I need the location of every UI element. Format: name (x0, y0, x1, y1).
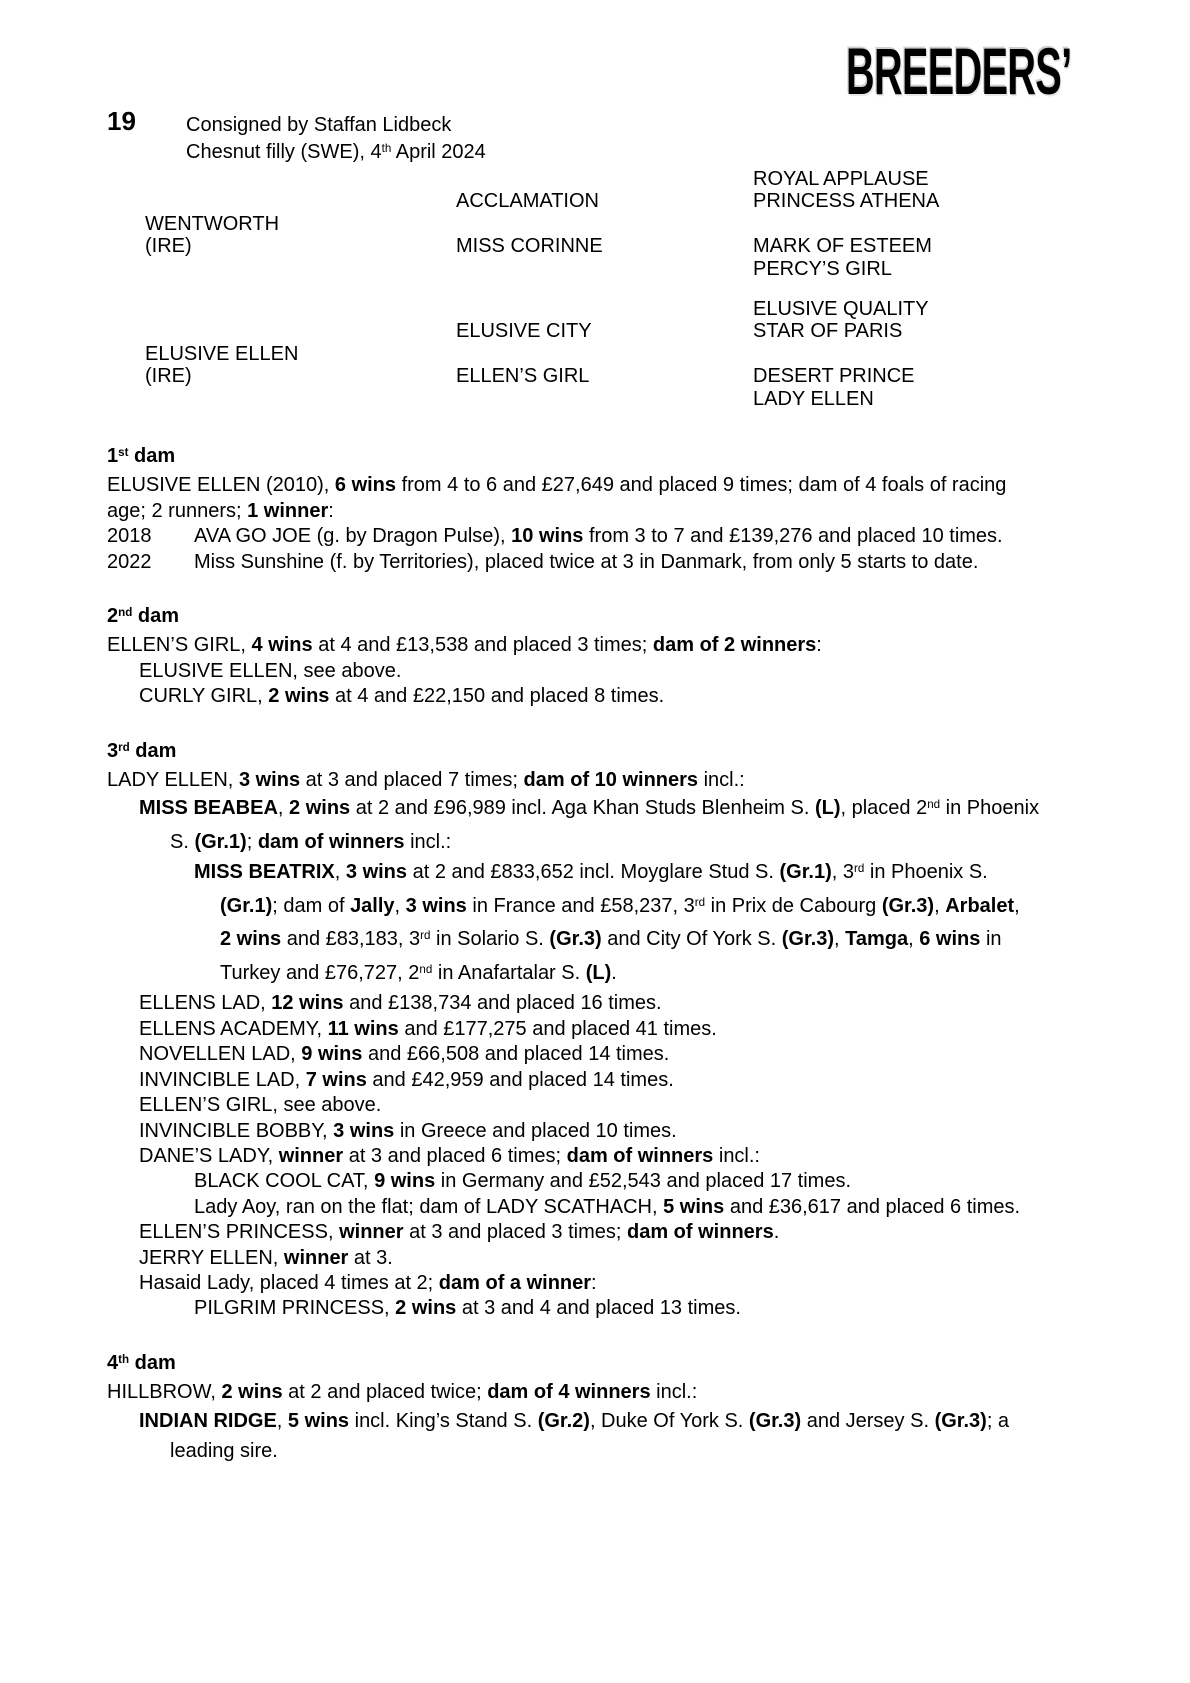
catalog-paragraph (107, 1119, 1117, 1144)
emphasis-text: dam of winners (627, 1221, 774, 1244)
pedigree-cell: PRINCESS ATHENA (753, 190, 940, 213)
catalog-line (107, 1068, 1117, 1093)
pedigree-cell (456, 388, 753, 410)
text: DANE’S LADY, (139, 1144, 279, 1167)
emphasis-text: dam of winners (257, 830, 405, 853)
text: ELUSIVE ELLEN (2010), (107, 474, 335, 497)
emphasis-text: 7 wins (305, 1068, 367, 1091)
text: , (834, 928, 846, 951)
pedigree-cell (145, 190, 456, 212)
emphasis-text: (Gr.3) (881, 894, 935, 917)
pedigree-row (145, 213, 1105, 235)
catalog-line (107, 1017, 1117, 1042)
emphasis-text: 5 wins (663, 1195, 725, 1218)
emphasis-text: 3 wins (238, 769, 301, 792)
catalog-paragraph (107, 1406, 1117, 1467)
text: S. (170, 830, 195, 853)
pedigree-cell: ACCLAMATION (456, 190, 599, 213)
catalog-line (107, 633, 1117, 658)
text: rd (854, 862, 865, 876)
catalog-line (107, 1380, 1117, 1405)
emphasis-text: 2 wins (221, 1381, 283, 1404)
pedigree-cell: (IRE) (145, 365, 192, 388)
text: ; a (986, 1409, 1010, 1432)
text: Chesnut filly (SWE), 4 (186, 141, 382, 163)
emphasis-text: winner (283, 1246, 349, 1269)
catalog-paragraph (107, 1380, 1117, 1405)
catalog-line (107, 768, 1117, 793)
catalog-line (107, 793, 1117, 827)
catalog-paragraph (107, 524, 1117, 549)
text: and £177,275 and placed 41 times. (398, 1017, 717, 1040)
emphasis-text: dam of winners (566, 1144, 714, 1167)
pedigree-row (145, 235, 1105, 257)
catalog-body (107, 444, 1117, 1467)
pedigree-row (145, 258, 1105, 280)
dam-section (107, 739, 1117, 1322)
catalog-line (107, 659, 1117, 684)
pedigree-cell: ELUSIVE CITY (456, 320, 592, 343)
emphasis-text: (Gr.2) (537, 1409, 590, 1432)
dam-section (107, 604, 1117, 710)
emphasis-text: 1 (107, 445, 119, 467)
emphasis-text: 6 wins (334, 474, 397, 497)
text: Miss Sunshine (f. by Territories), placed twice at 3 in Danmark, from only 5 starts to date. (194, 550, 979, 573)
catalog-paragraph (107, 1220, 1117, 1245)
emphasis-text: 2 wins (220, 928, 282, 951)
text: in Prix de Cabourg (705, 894, 882, 917)
emphasis-text: dam of 10 winners (523, 769, 699, 792)
text: ELLEN’S GIRL, see above. (139, 1094, 382, 1117)
text: . (773, 1221, 780, 1244)
emphasis-text: Tamga (845, 928, 909, 951)
text: nd (927, 798, 941, 812)
emphasis-text: 12 wins (271, 992, 344, 1015)
text: , (934, 894, 946, 917)
breeders-logo: BREEDERS’ (846, 34, 1072, 108)
catalog-line (107, 1271, 1117, 1296)
text: PILGRIM PRINCESS, (194, 1297, 396, 1320)
emphasis-text: 2 wins (268, 685, 330, 708)
catalog-line (107, 857, 1117, 891)
text: , placed 2 (840, 797, 928, 820)
pedigree-cell (456, 213, 753, 235)
text: and £66,508 and placed 14 times. (362, 1043, 670, 1066)
text: : (816, 634, 822, 657)
emphasis-text: nd (118, 606, 133, 619)
text: in Greece and placed 10 times. (394, 1119, 677, 1142)
emphasis-text: Arbalet (945, 894, 1015, 917)
emphasis-text: 11 wins (327, 1017, 399, 1040)
emphasis-text: (L) (585, 961, 612, 984)
text: ELLEN’S PRINCESS, (139, 1221, 340, 1244)
catalog-line (107, 1169, 1117, 1194)
pedigree-cell: WENTWORTH (145, 212, 280, 235)
text: INVINCIBLE BOBBY, (139, 1119, 334, 1142)
emphasis-text: (Gr.3) (781, 928, 835, 951)
emphasis-text: 2 (107, 605, 119, 628)
catalog-paragraph (107, 1296, 1117, 1321)
text: , (1014, 894, 1020, 917)
catalog-paragraph (107, 550, 1117, 575)
pedigree-cell: ELLEN’S GIRL (456, 365, 590, 388)
text: in Phoenix S. (864, 861, 988, 884)
text: CURLY GIRL, (139, 685, 269, 708)
pedigree-cell (456, 168, 753, 190)
text: , 3 (831, 861, 854, 884)
pedigree-table (145, 168, 1105, 410)
catalog-line (107, 891, 1117, 925)
text: at 3. (348, 1246, 393, 1269)
emphasis-text: (Gr.1) (779, 861, 832, 884)
catalog-line (107, 1436, 1117, 1467)
pedigree-cell (456, 298, 753, 320)
catalog-paragraph (107, 991, 1117, 1016)
text: Hasaid Lady, placed 4 times at 2; (139, 1271, 439, 1294)
catalog-paragraph (107, 659, 1117, 684)
text: ; (246, 830, 258, 853)
emphasis-text: dam of 2 winners (652, 634, 817, 657)
catalog-line (107, 473, 1117, 498)
dam-section (107, 1351, 1117, 1467)
pedigree-row (145, 190, 1105, 212)
pedigree-cell (145, 298, 456, 320)
pedigree-cell: DESERT PRINCE (753, 365, 915, 388)
text: April 2024 (391, 141, 486, 163)
text: and £138,734 and placed 16 times. (343, 992, 662, 1015)
pedigree-cell (456, 258, 753, 280)
emphasis-text: MISS BEATRIX (194, 861, 335, 884)
catalog-paragraph (107, 1246, 1117, 1271)
catalog-paragraph (107, 1169, 1117, 1194)
catalog-line (107, 1195, 1117, 1220)
text: LADY ELLEN, (107, 769, 239, 792)
text: incl.: (698, 769, 745, 792)
emphasis-text: 5 wins (287, 1409, 350, 1432)
emphasis-text: (L) (814, 797, 841, 820)
catalog-paragraph (107, 1144, 1117, 1169)
text: BLACK COOL CAT, (194, 1170, 375, 1193)
emphasis-text: 1 winner (247, 499, 329, 522)
catalog-paragraph (107, 633, 1117, 658)
emphasis-text: dam of 4 winners (487, 1381, 651, 1404)
emphasis-text: (Gr.3) (549, 928, 602, 951)
text: incl.: (650, 1381, 698, 1404)
emphasis-text: (Gr.1) (194, 830, 247, 853)
text: NOVELLEN LAD, (139, 1043, 302, 1066)
catalog-line (107, 499, 1117, 524)
emphasis-text: 4 (107, 1351, 119, 1374)
emphasis-text: MISS BEABEA (139, 797, 278, 820)
pedigree-cell: ELUSIVE ELLEN (145, 342, 299, 365)
text: and £83,183, 3 (281, 928, 421, 951)
pedigree-cell: (IRE) (145, 235, 192, 258)
catalog-line (107, 1220, 1117, 1245)
pedigree-cell (145, 320, 456, 342)
catalog-paragraph (107, 1195, 1117, 1220)
pedigree-cell: ROYAL APPLAUSE (753, 168, 929, 190)
pedigree-cell (753, 213, 1105, 235)
catalog-line (107, 1246, 1117, 1271)
emphasis-text: (Gr.1) (220, 894, 273, 917)
consignor-line: Consigned by Staffan Lidbeck (186, 114, 452, 136)
lot-number: 19 (107, 106, 136, 136)
text: at 3 and 4 and placed 13 times. (456, 1297, 741, 1320)
catalog-line (107, 958, 1117, 992)
catalog-paragraph (107, 1271, 1117, 1296)
emphasis-text: winner (339, 1221, 404, 1244)
catalog-paragraph (107, 793, 1117, 857)
text: at 3 and placed 6 times; (343, 1144, 567, 1167)
text: from 3 to 7 and £139,276 and placed 10 times. (583, 525, 1003, 548)
emphasis-text: 10 wins (511, 525, 584, 548)
pedigree-cell (145, 168, 456, 190)
text: , (277, 797, 290, 820)
text: at 4 and £13,538 and placed 3 times; (312, 634, 653, 657)
emphasis-text: dam (129, 739, 177, 762)
foal-year: 2022 (107, 550, 152, 573)
text: AVA GO JOE (g. by Dragon Pulse), (194, 525, 512, 548)
text: rd (420, 929, 431, 943)
pedigree-cell (145, 388, 456, 410)
text: ELLEN’S GIRL, (107, 634, 252, 657)
pedigree-gap (145, 280, 1105, 298)
emphasis-text: 2 wins (395, 1297, 457, 1320)
catalog-paragraph (107, 1093, 1117, 1118)
pedigree-row (145, 365, 1105, 387)
text: ELLENS ACADEMY, (139, 1017, 328, 1040)
text: incl.: (404, 830, 452, 853)
text: incl.: (713, 1144, 760, 1167)
emphasis-text: 4 wins (251, 634, 313, 657)
text: and Jersey S. (801, 1409, 935, 1432)
text: ; dam of (272, 894, 351, 917)
catalog-paragraph (107, 1068, 1117, 1093)
text: , (908, 928, 920, 951)
emphasis-text: INDIAN RIDGE (139, 1409, 277, 1432)
emphasis-text: st (118, 445, 129, 459)
text: : (328, 499, 334, 522)
pedigree-row (145, 343, 1105, 365)
text: , (334, 861, 346, 884)
emphasis-text: 3 wins (405, 894, 467, 917)
emphasis-text: (Gr.3) (934, 1409, 987, 1432)
emphasis-text: dam (132, 605, 179, 628)
consignor-block (186, 112, 486, 168)
text: INVINCIBLE LAD, (139, 1068, 306, 1091)
text: in Germany and £52,543 and placed 17 times. (435, 1170, 852, 1193)
text: and City Of York S. (601, 928, 782, 951)
catalog-paragraph (107, 857, 1117, 991)
text: rd (694, 895, 706, 909)
emphasis-text: 3 wins (345, 861, 408, 884)
emphasis-text: dam (128, 445, 176, 467)
catalog-line (107, 684, 1117, 709)
catalog-line (107, 1042, 1117, 1067)
text: in Phoenix (940, 797, 1040, 820)
emphasis-text: dam of a winner (438, 1271, 592, 1294)
text: Turkey and £76,727, 2 (220, 961, 420, 984)
catalog-paragraph (107, 1017, 1117, 1042)
text: Lady Aoy, ran on the flat; dam of LADY SCATHACH, (194, 1195, 664, 1218)
emphasis-text: rd (118, 740, 130, 754)
catalog-line (107, 524, 1117, 549)
text: and £36,617 and placed 6 times. (724, 1195, 1021, 1218)
pedigree-cell: ELUSIVE QUALITY (753, 298, 929, 321)
catalog-paragraph (107, 768, 1117, 793)
pedigree-row (145, 388, 1105, 410)
catalog-line (107, 1406, 1117, 1437)
text: in France and £58,237, 3 (466, 894, 695, 917)
text: from 4 to 6 and £27,649 and placed 9 times; dam of 4 foals of racing (396, 474, 1007, 497)
emphasis-text: th (118, 1352, 130, 1366)
emphasis-text: dam (129, 1351, 176, 1374)
dam-heading (107, 604, 1117, 631)
catalog-paragraph (107, 684, 1117, 709)
emphasis-text: 9 wins (301, 1043, 363, 1066)
catalog-line (107, 1093, 1117, 1118)
text: . (611, 961, 617, 984)
text: in (980, 928, 1002, 951)
catalog-line (107, 827, 1117, 858)
text: incl. King’s Stand S. (349, 1409, 538, 1432)
text: nd (419, 962, 433, 976)
dam-section (107, 444, 1117, 575)
emphasis-text: 6 wins (919, 928, 981, 951)
text: ELUSIVE ELLEN, see above. (139, 659, 402, 682)
text: , Duke Of York S. (589, 1409, 749, 1432)
text: at 3 and placed 7 times; (300, 769, 524, 792)
dam-heading (107, 1351, 1117, 1378)
pedigree-row (145, 320, 1105, 342)
catalog-line (107, 1296, 1117, 1321)
pedigree-cell (145, 258, 456, 280)
text: , (276, 1409, 288, 1432)
text: th (381, 141, 392, 155)
dam-heading (107, 739, 1117, 766)
catalog-line (107, 1119, 1117, 1144)
pedigree-cell (456, 343, 753, 365)
text: JERRY ELLEN, (139, 1246, 284, 1269)
emphasis-text: 2 wins (289, 797, 351, 820)
text: at 3 and placed 3 times; (403, 1221, 627, 1244)
pedigree-row (145, 168, 1105, 190)
text: at 2 and placed twice; (282, 1381, 488, 1404)
emphasis-text: 9 wins (374, 1170, 436, 1193)
text: and £42,959 and placed 14 times. (366, 1068, 674, 1091)
text: ELLENS LAD, (139, 992, 272, 1015)
text: HILLBROW, (107, 1381, 222, 1404)
pedigree-cell: MISS CORINNE (456, 235, 603, 258)
dam-heading (107, 444, 1117, 471)
text: in Solario S. (430, 928, 550, 951)
pedigree-cell (753, 343, 1105, 365)
pedigree-row (145, 298, 1105, 320)
pedigree-cell: LADY ELLEN (753, 387, 874, 410)
text: , (394, 894, 406, 917)
text: in Anafartalar S. (432, 961, 586, 984)
foal-description (186, 139, 486, 168)
emphasis-text: Jally (350, 894, 395, 917)
text: : (591, 1271, 597, 1294)
pedigree-cell: PERCY’S GIRL (753, 257, 892, 280)
text: at 2 and £96,989 incl. Aga Khan Studs Blenheim S. (350, 797, 815, 820)
pedigree-cell: STAR OF PARIS (753, 320, 903, 343)
foal-year: 2018 (107, 525, 152, 548)
emphasis-text: winner (278, 1144, 344, 1167)
catalog-line (107, 550, 1117, 575)
emphasis-text: 3 wins (333, 1119, 395, 1142)
catalog-paragraph (107, 473, 1117, 524)
text: at 4 and £22,150 and placed 8 times. (329, 685, 665, 708)
text: at 2 and £833,652 incl. Moyglare Stud S. (407, 861, 780, 884)
emphasis-text: 3 (107, 739, 119, 762)
pedigree-cell: MARK OF ESTEEM (753, 235, 932, 258)
catalog-line (107, 1144, 1117, 1169)
catalog-line (107, 924, 1117, 958)
emphasis-text: (Gr.3) (748, 1409, 802, 1432)
text: leading sire. (170, 1440, 278, 1463)
catalog-line (107, 991, 1117, 1016)
text: age; 2 runners; (107, 499, 248, 522)
catalog-paragraph (107, 1042, 1117, 1067)
